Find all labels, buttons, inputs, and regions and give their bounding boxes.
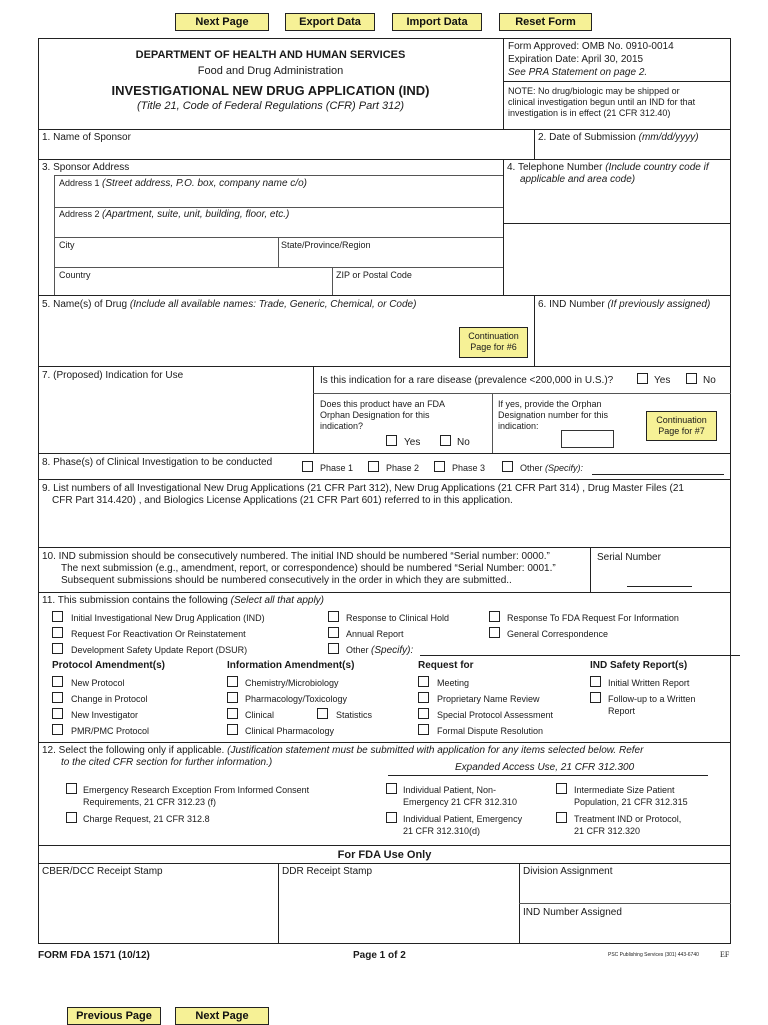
telephone-field[interactable] <box>506 188 728 220</box>
phase2-checkbox[interactable] <box>368 461 379 472</box>
individual-non-emergency-label-1: Individual Patient, Non- <box>403 785 497 795</box>
reactivation-checkbox[interactable] <box>52 627 63 638</box>
expanded-access-heading: Expanded Access Use, 21 CFR 312.300 <box>455 762 635 773</box>
ef-mark: EF <box>720 950 730 959</box>
rare-no-label: No <box>703 375 716 386</box>
pharmacology-label: Pharmacology/Toxicology <box>245 694 348 704</box>
charge-request-label: Charge Request, 21 CFR 312.8 <box>83 814 210 824</box>
orphan-number-label-1: If yes, provide the Orphan <box>498 399 602 409</box>
drug-names-label: 5. Name(s) of Drug (Include all available names: Trade, Generic, Chemical, or Code) <box>42 299 417 310</box>
telephone-label: 4. Telephone Number (Include country code if <box>507 162 709 173</box>
publisher-credit: PSC Publishing Services (301) 443-6740 <box>608 952 699 958</box>
phase2-label: Phase 2 <box>386 463 420 473</box>
orphan-no-checkbox[interactable] <box>440 435 451 446</box>
individual-emergency-label-1: Individual Patient, Emergency <box>403 814 523 824</box>
reset-form-button[interactable]: Reset Form <box>499 13 592 31</box>
emergency-research-label-1: Emergency Research Exception From Informed Consent <box>83 785 310 795</box>
pmr-pmc-checkbox[interactable] <box>52 724 63 735</box>
emergency-research-label-2: Requirements, 21 CFR 312.23 (f) <box>83 797 217 807</box>
next-page-button[interactable]: Next Page <box>175 13 269 31</box>
pmr-pmc-label: PMR/PMC Protocol <box>71 726 150 736</box>
address1-field[interactable] <box>56 190 501 206</box>
phase1-checkbox[interactable] <box>302 461 313 472</box>
item9-line-1: 9. List numbers of all Investigational New Drug Applications (21 CFR Part 312), New Drug Applications (21 CFR Part 314) , Drug Master Files (21 <box>42 483 684 494</box>
sponsor-name-field[interactable] <box>40 130 533 159</box>
item12-line-2: to the cited CFR section for further information.) <box>61 757 273 768</box>
fda-request-checkbox[interactable] <box>489 611 500 622</box>
orphan-yes-label: Yes <box>404 437 421 448</box>
form-number: FORM FDA 1571 (10/12) <box>38 950 150 961</box>
drug-names-field[interactable] <box>41 312 451 364</box>
division-assignment-label: Division Assignment <box>523 866 613 877</box>
dsur-checkbox[interactable] <box>52 643 63 654</box>
chemistry-label: Chemistry/Microbiology <box>245 678 339 688</box>
continuation-page-7-button[interactable]: Continuation Page for #7 <box>646 411 717 441</box>
orphan-no-label: No <box>457 437 470 448</box>
individual-non-emergency-label-2: Emergency 21 CFR 312.310 <box>403 797 518 807</box>
address1-label: Address 1 (Street address, P.O. box, company name c/o) <box>59 178 307 189</box>
expiration-date: Expiration Date: April 30, 2015 <box>508 54 644 65</box>
note-line-3: investigation is in effect (21 CFR 312.40) <box>508 108 671 118</box>
phase-other-field[interactable] <box>592 474 724 475</box>
phase-label: 8. Phase(s) of Clinical Investigation to be conducted <box>42 457 273 468</box>
sponsor-address-label: 3. Sponsor Address <box>42 162 130 173</box>
individual-emergency-checkbox[interactable] <box>386 812 397 823</box>
new-protocol-label: New Protocol <box>71 678 125 688</box>
country-field[interactable] <box>56 281 330 294</box>
ind-number-field[interactable] <box>537 313 728 363</box>
chemistry-checkbox[interactable] <box>227 676 238 687</box>
statistics-label: Statistics <box>336 710 373 720</box>
address2-field[interactable] <box>56 221 501 236</box>
general-correspondence-label: General Correspondence <box>507 629 609 639</box>
item10-line-3: Subsequent submissions should be numbered consecutively in the order in which they are submitted.. <box>61 575 512 586</box>
city-field[interactable] <box>56 251 276 266</box>
special-protocol-label: Special Protocol Assessment <box>437 710 554 720</box>
treatment-ind-label-1: Treatment IND or Protocol, <box>574 814 682 824</box>
omb-number: Form Approved: OMB No. 0910-0014 <box>508 41 674 52</box>
request-for-heading: Request for <box>418 660 474 671</box>
initial-ind-checkbox[interactable] <box>52 611 63 622</box>
protocol-amendments-heading: Protocol Amendment(s) <box>52 660 165 671</box>
phase3-label: Phase 3 <box>452 463 486 473</box>
pharmacology-checkbox[interactable] <box>227 692 238 703</box>
continuation-page-6-button[interactable]: Continuation Page for #6 <box>459 327 528 358</box>
pra-statement: See PRA Statement on page 2. <box>508 67 648 78</box>
initial-written-report-label: Initial Written Report <box>608 678 690 688</box>
rare-disease-question: Is this indication for a rare disease (prevalence <200,000 in U.S.)? <box>320 375 614 386</box>
orphan-yes-checkbox[interactable] <box>386 435 397 446</box>
ddr-stamp-label: DDR Receipt Stamp <box>282 866 373 877</box>
ind-number-label: 6. IND Number (If previously assigned) <box>538 299 711 310</box>
indication-label: 7. (Proposed) Indication for Use <box>42 370 184 381</box>
submission-date-label: 2. Date of Submission (mm/dd/yyyy) <box>538 132 699 143</box>
page-subtitle: (Title 21, Code of Federal Regulations (CFR) Part 312) <box>136 100 405 112</box>
new-protocol-checkbox[interactable] <box>52 676 63 687</box>
telephone-hint: applicable and area code) <box>520 174 636 185</box>
other-submission-label: Other (Specify): <box>346 645 414 656</box>
sponsor-name-label: 1. Name of Sponsor <box>42 132 131 143</box>
note-line-1: NOTE: No drug/biologic may be shipped or <box>508 86 680 96</box>
item9-field[interactable] <box>41 509 729 546</box>
treatment-ind-checkbox[interactable] <box>556 812 567 823</box>
city-label: City <box>59 240 75 250</box>
page-title: INVESTIGATIONAL NEW DRUG APPLICATION (IND) <box>111 83 430 98</box>
clinical-pharmacology-checkbox[interactable] <box>227 724 238 735</box>
intermediate-size-checkbox[interactable] <box>556 783 567 794</box>
proprietary-name-label: Proprietary Name Review <box>437 694 540 704</box>
clinical-hold-label: Response to Clinical Hold <box>346 613 450 623</box>
dsur-label: Development Safety Update Report (DSUR) <box>71 645 248 655</box>
initial-written-report-checkbox[interactable] <box>590 676 601 687</box>
previous-page-button[interactable]: Previous Page <box>67 1007 161 1025</box>
phase3-checkbox[interactable] <box>434 461 445 472</box>
clinical-checkbox[interactable] <box>227 708 238 719</box>
intermediate-size-label-1: Intermediate Size Patient <box>574 785 675 795</box>
serial-number-field[interactable] <box>627 586 692 587</box>
individual-non-emergency-checkbox[interactable] <box>386 783 397 794</box>
phase-other-checkbox[interactable] <box>502 461 513 472</box>
meeting-checkbox[interactable] <box>418 676 429 687</box>
proprietary-name-checkbox[interactable] <box>418 692 429 703</box>
item10-line-2: The next submission (e.g., amendment, report, or correspondence) should be numbered “Serial Number: 0001.” <box>61 563 556 574</box>
rare-yes-checkbox[interactable] <box>637 373 648 384</box>
orphan-question-2: Orphan Designation for this <box>320 410 430 420</box>
other-submission-checkbox[interactable] <box>328 643 339 654</box>
orphan-number-field[interactable] <box>561 430 614 448</box>
ind-number-assigned-label: IND Number Assigned <box>523 907 622 918</box>
country-label: Country <box>59 270 91 280</box>
other-submission-field[interactable] <box>420 655 740 656</box>
orphan-number-label-2: Designation number for this <box>498 410 609 420</box>
new-investigator-label: New Investigator <box>71 710 139 720</box>
individual-emergency-label-2: 21 CFR 312.310(d) <box>403 826 481 836</box>
intermediate-size-label-2: Population, 21 CFR 312.315 <box>574 797 688 807</box>
item10-line-1: 10. IND submission should be consecutively numbered. The initial IND should be numbered “Serial number: 0000.” <box>42 551 550 562</box>
follow-up-report-label-2: Report <box>608 706 636 716</box>
import-data-button[interactable]: Import Data <box>392 13 482 31</box>
agency-heading: Food and Drug Administration <box>197 65 344 77</box>
page-number: Page 1 of 2 <box>353 950 406 961</box>
fda-use-heading: For FDA Use Only <box>337 849 432 861</box>
zip-label: ZIP or Postal Code <box>336 270 412 280</box>
serial-number-label: Serial Number <box>597 552 661 563</box>
item9-line-2: CFR Part 314.420) , and Biologics License Applications (21 CFR Part 601) referred to in this application. <box>52 495 513 506</box>
submission-date-field[interactable] <box>536 146 729 159</box>
state-field[interactable] <box>280 251 501 266</box>
department-heading: DEPARTMENT OF HEALTH AND HUMAN SERVICES <box>135 49 406 61</box>
change-protocol-label: Change in Protocol <box>71 694 148 704</box>
annual-report-checkbox[interactable] <box>328 627 339 638</box>
orphan-number-label-3: indication: <box>498 421 539 431</box>
clinical-label: Clinical <box>245 710 275 720</box>
item12-line-1: 12. Select the following only if applicable. (Justification statement must be submitted with application for any items selected below. Refer <box>42 745 644 756</box>
information-amendments-heading: Information Amendment(s) <box>227 660 355 671</box>
treatment-ind-label-2: 21 CFR 312.320 <box>574 826 641 836</box>
clinical-hold-checkbox[interactable] <box>328 611 339 622</box>
phase-other-label: Other (Specify): <box>520 463 584 473</box>
next-page-bottom-button[interactable]: Next Page <box>175 1007 269 1025</box>
orphan-question-1: Does this product have an FDA <box>320 399 446 409</box>
rare-yes-label: Yes <box>654 375 671 386</box>
general-correspondence-checkbox[interactable] <box>489 627 500 638</box>
fda-request-label: Response To FDA Request For Information <box>507 613 679 623</box>
export-data-button[interactable]: Export Data <box>285 13 375 31</box>
change-protocol-checkbox[interactable] <box>52 692 63 703</box>
phase1-label: Phase 1 <box>320 463 354 473</box>
reactivation-label: Request For Reactivation Or Reinstatement <box>71 629 246 639</box>
zip-field[interactable] <box>334 281 501 294</box>
ind-safety-reports-heading: IND Safety Report(s) <box>590 660 688 671</box>
special-protocol-checkbox[interactable] <box>418 708 429 719</box>
orphan-question-3: indication? <box>320 421 364 431</box>
note-line-2: clinical investigation begun until an IND for that <box>508 97 696 107</box>
statistics-checkbox[interactable] <box>317 708 328 719</box>
emergency-research-checkbox[interactable] <box>66 783 77 794</box>
formal-dispute-checkbox[interactable] <box>418 724 429 735</box>
follow-up-report-checkbox[interactable] <box>590 692 601 703</box>
follow-up-report-label-1: Follow-up to a Written <box>608 694 696 704</box>
state-label: State/Province/Region <box>281 240 371 250</box>
initial-ind-label: Initial Investigational New Drug Application (IND) <box>71 613 265 623</box>
charge-request-checkbox[interactable] <box>66 812 77 823</box>
annual-report-label: Annual Report <box>346 629 404 639</box>
meeting-label: Meeting <box>437 678 470 688</box>
indication-field[interactable] <box>41 383 311 451</box>
rare-no-checkbox[interactable] <box>686 373 697 384</box>
formal-dispute-label: Formal Dispute Resolution <box>437 726 544 736</box>
cber-stamp-label: CBER/DCC Receipt Stamp <box>42 866 163 877</box>
new-investigator-checkbox[interactable] <box>52 708 63 719</box>
item11-label: 11. This submission contains the following (Select all that apply) <box>42 595 325 606</box>
address2-label: Address 2 (Apartment, suite, unit, building, floor, etc.) <box>59 209 290 220</box>
clinical-pharmacology-label: Clinical Pharmacology <box>245 726 335 736</box>
